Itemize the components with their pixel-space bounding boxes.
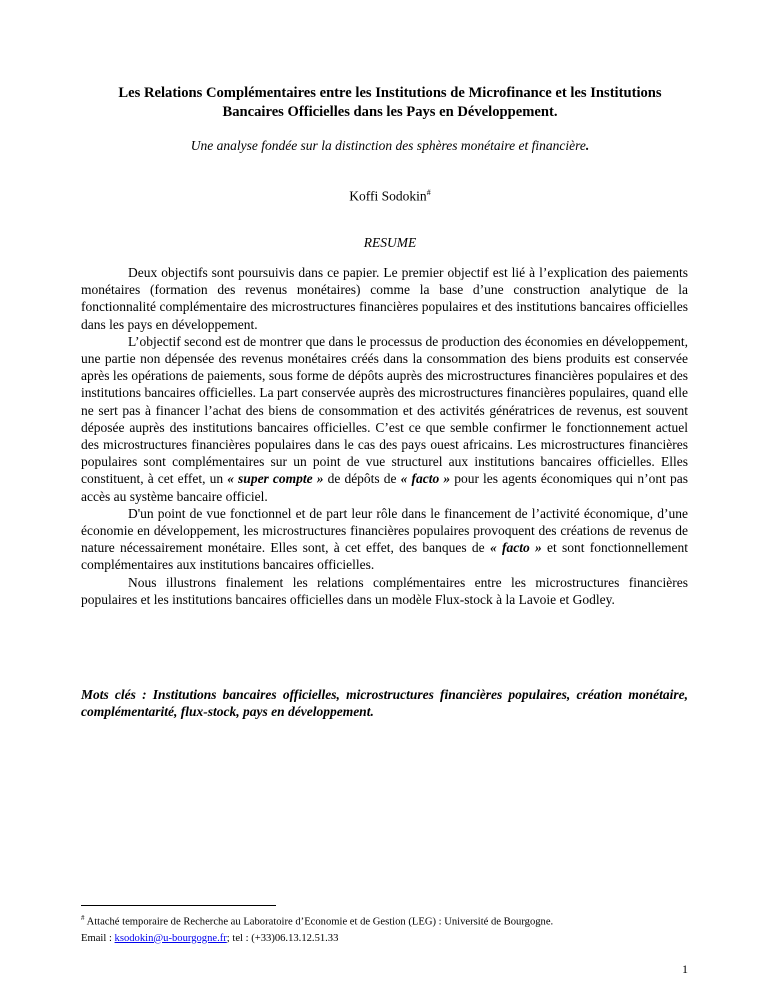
author-line xyxy=(60,184,720,205)
abstract-paragraph-1: Deux objectifs sont poursuivis dans ce papier. Le premier objectif est lié à l’explication des paiements monétaires (formation des revenus monétaires) comme la base d’une construction analytique de la fonctionnalité complémentaire des microstructures financières populaires et des institutions bancaires officielles dans les pays en développement. xyxy=(81,265,688,332)
footnote-line-2 xyxy=(81,931,701,947)
footnote-mark: # xyxy=(81,914,85,922)
footnote-email-label: Email : xyxy=(81,932,115,944)
subtitle-period: . xyxy=(585,138,590,153)
abstract-paragraph-3 xyxy=(81,505,688,574)
keywords: Mots clés : Institutions bancaires officielles, microstructures financières populaires, création monétaire, complémentarité, flux-stock, pays en développement. xyxy=(81,687,688,720)
footnote xyxy=(81,910,701,947)
author-name: Koffi Sodokin xyxy=(349,188,427,204)
page-number: 1 xyxy=(682,962,688,976)
footnote-phone: ; tel : (+33)06.13.12.51.33 xyxy=(226,932,339,944)
emphasis-facto: « facto » xyxy=(400,471,451,487)
paper-title: Les Relations Complémentaires entre les Institutions de Microfinance et les Institutions Bancaires Officielles dans les Pays en Développement. xyxy=(118,85,662,120)
paper-subtitle xyxy=(60,137,720,154)
abstract-paragraph-2 xyxy=(81,333,688,505)
abstract-paragraph-4: Nous illustrons finalement les relations complémentaires entre les microstructures financières populaires et les institutions bancaires officielles dans un modèle Flux-stock à la Lavoie et Godley. xyxy=(81,574,688,607)
abstract-body xyxy=(81,264,688,608)
author-footnote-mark: # xyxy=(426,188,431,197)
abstract-p3-text-b: et sont fonctionnellement complémentaires aux institutions bancaires officielles. xyxy=(81,540,688,573)
footnote-line-1 xyxy=(81,910,701,931)
email-link[interactable]: ksodokin@u-bourgogne.fr xyxy=(114,932,227,944)
abstract-heading: RESUME xyxy=(363,235,417,250)
footnote-affiliation: Attaché temporaire de Recherche au Laboratoire d’Economie et de Gestion (LEG) : Université de Bourgogne. xyxy=(84,916,554,928)
emphasis-facto-2: « facto » xyxy=(489,540,542,556)
abstract-p2-text-b: de dépôts de xyxy=(323,471,401,487)
subtitle-text: Une analyse fondée sur la distinction des sphères monétaire et financière xyxy=(190,138,586,153)
abstract-p2-text-a: L’objectif second est de montrer que dans le processus de production des économies en développement, une partie non dépensée des revenus monétaires créés dans la consommation des biens produits est conservée après les opérations de paiements, sous forme de dépôts auprès des microstructures financières populaires et des institutions bancaires officielles. La part conservée auprès des microstructures financières populaires, quand elle ne sert pas à financer l’achat des biens de consommation et des activités génératrices de revenus, est souvent déposée auprès des institutions bancaires officielles. C’est ce que semble confirmer le fonctionnement actuel des microstructures financières populaires dans le cas des pays ouest africains. Les microstructures financières populaires sont complémentaires sur un point de vue structurel aux institutions bancaires officielles. Elles constituent, à cet effet, un xyxy=(81,333,688,487)
emphasis-super-compte: « super compte » xyxy=(227,471,324,487)
abstract-p2-text-c: pour les agents économiques qui n’ont pas accès au système bancaire officiel. xyxy=(81,471,688,504)
abstract-p3-text-a: D'un point de vue fonctionnel et de part leur rôle dans le financement de l’activité économique, d’une économie en développement, les microstructures financières populaires provoquent des créations de revenus de nature nécessairement monétaire. Elles sont, à cet effet, des banques de xyxy=(81,505,688,556)
footnote-separator xyxy=(81,905,276,906)
